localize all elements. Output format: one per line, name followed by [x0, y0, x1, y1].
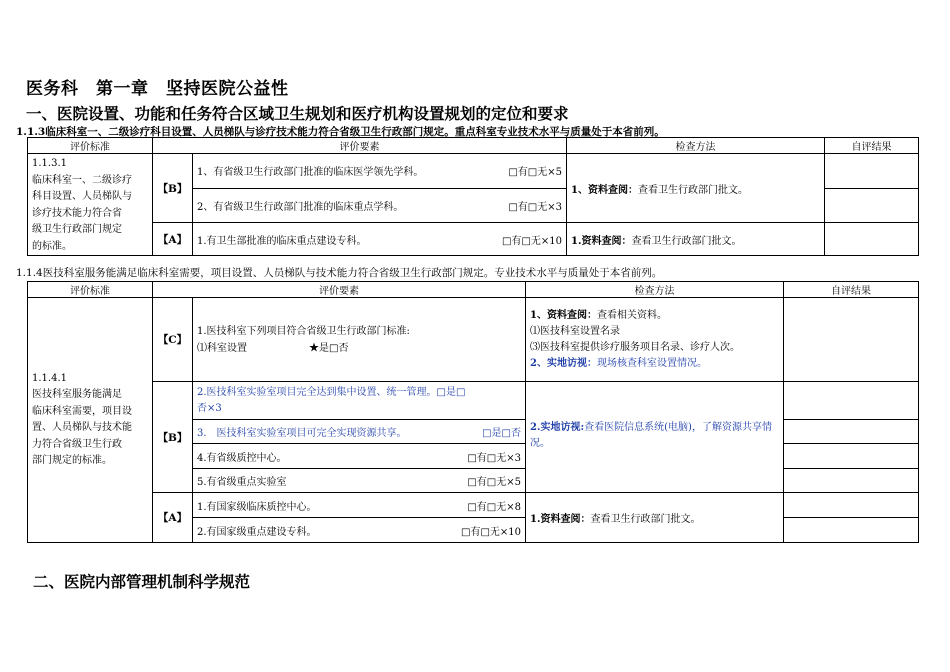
standard-line: 科目设置、人员梯队与: [32, 191, 132, 202]
element-score: □有□无×10: [502, 235, 562, 247]
element-b1: [193, 154, 567, 189]
standard-line: 置、人员梯队与技术能: [32, 422, 132, 433]
element-a2: [193, 518, 526, 543]
method-text: 查看卫生行政部门批文。: [631, 235, 742, 247]
element-score: □有□无×10: [461, 526, 521, 538]
element-score: ★是□否: [309, 342, 349, 354]
element-b4: [193, 444, 526, 469]
result-cell[interactable]: [784, 298, 919, 382]
result-cell[interactable]: [825, 223, 919, 256]
element-text: 2.有国家级重点建设专科。: [197, 526, 317, 538]
col-header-elements: 评价要素: [153, 282, 526, 298]
element-a1: [193, 493, 526, 518]
standard-line: 临床科室需要，项目设: [32, 405, 132, 417]
element-score: □有□无×3: [508, 202, 562, 213]
result-cell[interactable]: [784, 420, 919, 444]
result-cell[interactable]: [784, 469, 919, 493]
col-header-standard: 评价标准: [28, 138, 153, 154]
table-1-1-4: [27, 281, 919, 543]
element-score: □有□无×8: [467, 501, 521, 513]
col-header-method: 检查方法: [526, 282, 784, 298]
level-b-label: 【B】: [153, 382, 193, 493]
level-c-label: 【C】: [153, 298, 193, 382]
element-text: 1.有卫生部批准的临床重点建设专科。: [197, 235, 367, 247]
standard-line: 1.1.3.1: [32, 158, 67, 169]
result-cell[interactable]: [784, 444, 919, 469]
standard-cell: [28, 154, 153, 256]
element-b5: [193, 469, 526, 493]
method-label: 1.资料查阅：: [530, 514, 591, 525]
result-cell[interactable]: [825, 154, 919, 189]
element-a1: [193, 223, 567, 256]
standard-line: 医技科室服务能满足: [32, 389, 122, 400]
col-header-result: 自评结果: [825, 138, 919, 154]
col-header-standard: 评价标准: [28, 282, 153, 298]
method-label: 1、资料查阅：: [571, 184, 638, 196]
result-cell[interactable]: [825, 188, 919, 223]
standard-cell: [28, 298, 153, 543]
method-text: 查看相关资料。: [596, 309, 667, 321]
element-score: □是□否: [482, 428, 521, 439]
section-2-title: 二、医院内部管理机制科学规范: [33, 572, 251, 591]
method-text: ⑶医技科室提供诊疗服务项目名录、诊疗人次。: [530, 341, 740, 353]
level-a-label: 【A】: [153, 493, 193, 543]
element-text: ⑴科室设置: [197, 342, 247, 354]
col-header-result: 自评结果: [784, 282, 919, 298]
method-text: 查看卫生行政部门批文。: [590, 514, 701, 525]
element-b2: [193, 382, 526, 420]
element-score: □有□无×3: [467, 452, 521, 464]
table-1-1-3: [27, 137, 919, 256]
element-text: 否×3: [197, 402, 222, 414]
level-b-label: 【B】: [153, 154, 193, 223]
element-b3: [193, 420, 526, 444]
chapter-title: 医务科 第一章 坚持医院公益性: [26, 79, 289, 99]
standard-line: 力符合省级卫生行政: [32, 438, 122, 450]
element-text: 5.有省级重点实验室: [197, 477, 287, 488]
col-header-elements: 评价要素: [153, 138, 567, 154]
method-label: 1、资料查阅：: [530, 309, 597, 321]
result-cell[interactable]: [784, 518, 919, 543]
element-text: 3. 医技科室实验室项目可完全实现资源共享。: [197, 428, 407, 439]
level-a-label: 【A】: [153, 223, 193, 256]
element-text: 1.医技科室下列项目符合省级卫生行政部门标准:: [197, 325, 410, 337]
method-a: [567, 223, 825, 256]
method-c: [526, 298, 784, 382]
method-label: 2、实地访视：: [530, 357, 597, 369]
standard-line: 部门规定的标准。: [32, 455, 112, 466]
element-text: 2.医技科室实验室项目完全达到集中设置、统一管理。□是□: [197, 386, 466, 398]
item-1-1-4-title: 1.1.4医技科室服务能满足临床科室需要，项目设置、人员梯队与技术能力符合省级卫生行政部门规定。专业技术水平与质量处于本省前列。: [16, 267, 663, 279]
standard-line: 级卫生行政部门规定: [32, 224, 122, 235]
method-text: 现场核查科室设置情况。: [596, 357, 707, 369]
method-text: 查看医院信息系统(电脑)，了解资源共享情况。: [530, 422, 772, 449]
standard-line: 的标准。: [32, 240, 72, 252]
standard-line: 诊疗技术能力符合省: [32, 207, 122, 219]
item-1-1-3-title: 1.1.3临床科室一、二级诊疗科目设置、人员梯队与诊疗技术能力符合省级卫生行政部门规定。重点科室专业技术水平与质量处于本省前列。: [16, 126, 665, 138]
method-text: 查看卫生行政部门批文。: [637, 184, 748, 196]
method-text: ⑴医技科室设置名录: [530, 325, 620, 337]
element-score: □有□无×5: [467, 477, 521, 488]
col-header-method: 检查方法: [567, 138, 825, 154]
element-text: 2、有省级卫生行政部门批准的临床重点学科。: [197, 202, 404, 213]
method-label: 2.实地访视:: [530, 422, 585, 433]
result-cell[interactable]: [784, 493, 919, 518]
element-b2: [193, 188, 567, 223]
section-1-title: 一、医院设置、功能和任务符合区域卫生规划和医疗机构设置规划的定位和要求: [26, 104, 569, 123]
element-score: □有□无×5: [508, 167, 562, 179]
element-text: 1.有国家级临床质控中心。: [197, 501, 317, 513]
method-label: 1.资料查阅：: [571, 235, 632, 247]
element-text: 1、有省级卫生行政部门批准的临床医学领先学科。: [197, 167, 424, 179]
method-a: [526, 493, 784, 543]
standard-line: 临床科室一、二级诊疗: [32, 174, 132, 186]
method-b: [526, 382, 784, 493]
method-b: [567, 154, 825, 223]
element-text: 4.有省级质控中心。: [197, 452, 287, 464]
standard-line: 1.1.4.1: [32, 372, 67, 384]
result-cell[interactable]: [784, 382, 919, 420]
element-c1: [193, 298, 526, 382]
